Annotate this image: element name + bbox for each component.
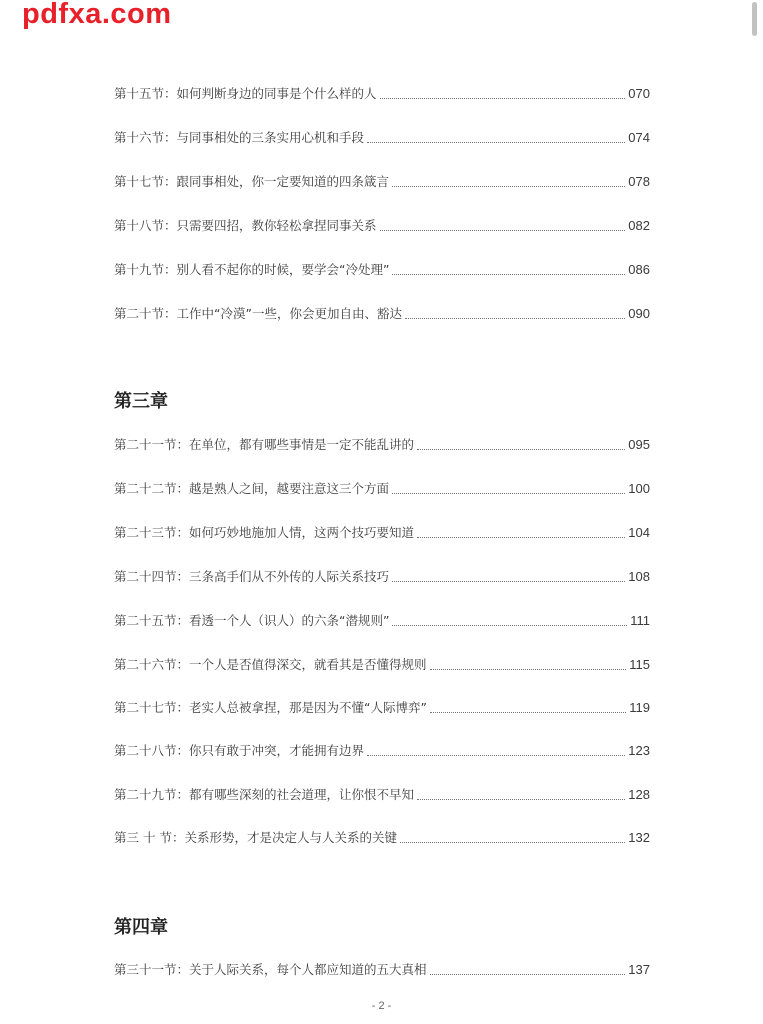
toc-entry[interactable]: 第十五节 ： 如何判断身边的同事是个什么样的人 070 bbox=[114, 84, 650, 104]
section-title: 你只有敢于冲突，才能拥有边界 bbox=[189, 743, 365, 758]
toc-entry[interactable]: 第二十二节 ： 越是熟人之间，越要注意这三个方面 100 bbox=[114, 479, 650, 499]
page-ref: 128 bbox=[628, 787, 650, 802]
toc-entry[interactable]: 第十六节 ： 与同事相处的三条实用心机和手段 074 bbox=[114, 128, 650, 148]
toc-entry[interactable]: 第十九节 ： 别人看不起你的时候，要学会“冷处理” 086 bbox=[114, 260, 650, 280]
dot-leader bbox=[417, 448, 625, 450]
toc-entry[interactable]: 第三 十 节 ： 关系形势，才是决定人与人关系的关键 132 bbox=[114, 828, 650, 848]
section-number: 第二十五节 bbox=[114, 613, 177, 628]
dot-leader bbox=[417, 798, 625, 800]
section-title: 与同事相处的三条实用心机和手段 bbox=[176, 130, 365, 145]
section-number: 第三 十 节 bbox=[114, 830, 172, 845]
toc-entry[interactable]: 第三十一节 ： 关于人际关系，每个人都应知道的五大真相 137 bbox=[114, 960, 650, 980]
section-number: 第二十九节 bbox=[114, 787, 177, 802]
dot-leader bbox=[405, 317, 625, 319]
page-ref: 137 bbox=[628, 962, 650, 977]
section-number: 第十八节 bbox=[114, 218, 165, 233]
section-number: 第三十一节 bbox=[114, 962, 177, 977]
dot-leader bbox=[367, 141, 625, 143]
toc-entry[interactable]: 第二十六节 ： 一个人是否值得深交，就看其是否懂得规则 115 bbox=[114, 655, 650, 675]
section-title: 关于人际关系，每个人都应知道的五大真相 bbox=[189, 962, 427, 977]
dot-leader bbox=[430, 668, 627, 670]
toc-entry[interactable]: 第二十四节 ： 三条高手们从不外传的人际关系技巧 108 bbox=[114, 567, 650, 587]
toc-entry[interactable]: 第二十八节 ： 你只有敢于冲突，才能拥有边界 123 bbox=[114, 741, 650, 761]
dot-leader bbox=[417, 536, 625, 538]
section-title: 工作中“冷漠”一些，你会更加自由、豁达 bbox=[176, 306, 402, 321]
dot-leader bbox=[367, 754, 625, 756]
dot-leader bbox=[430, 973, 626, 975]
toc-entry[interactable]: 第二十九节 ： 都有哪些深刻的社会道理，让你恨不早知 128 bbox=[114, 785, 650, 805]
toc-entry[interactable]: 第十七节 ： 跟同事相处，你一定要知道的四条箴言 078 bbox=[114, 172, 650, 192]
dot-leader bbox=[392, 624, 627, 626]
section-number: 第二十七节 bbox=[114, 700, 177, 715]
page-ref: 108 bbox=[628, 569, 650, 584]
section-title: 如何判断身边的同事是个什么样的人 bbox=[176, 86, 377, 101]
toc-entry[interactable]: 第二十三节 ： 如何巧妙地施加人情，这两个技巧要知道 104 bbox=[114, 523, 650, 543]
page-ref: 132 bbox=[628, 830, 650, 845]
section-number: 第二十八节 bbox=[114, 743, 177, 758]
toc-entry[interactable]: 第十八节 ： 只需要四招，教你轻松拿捏同事关系 082 bbox=[114, 216, 650, 236]
section-title: 只需要四招，教你轻松拿捏同事关系 bbox=[176, 218, 377, 233]
page-ref: 123 bbox=[628, 743, 650, 758]
section-number: 第十六节 bbox=[114, 130, 165, 145]
toc-entry[interactable]: 第二十七节 ： 老实人总被拿捏，那是因为不懂“人际博弈” 119 bbox=[114, 698, 650, 718]
dot-leader bbox=[380, 97, 626, 99]
section-title: 别人看不起你的时候，要学会“冷处理” bbox=[176, 262, 390, 277]
section-title: 一个人是否值得深交，就看其是否懂得规则 bbox=[189, 657, 427, 672]
dot-leader bbox=[400, 841, 625, 843]
section-number: 第二十二节 bbox=[114, 481, 177, 496]
section-title: 跟同事相处，你一定要知道的四条箴言 bbox=[176, 174, 390, 189]
toc-entry[interactable]: 第二十节 ： 工作中“冷漠”一些，你会更加自由、豁达 090 bbox=[114, 304, 650, 324]
toc-entry[interactable]: 第二十五节 ： 看透一个人（识人）的六条“潜规则” 111 bbox=[114, 611, 650, 631]
section-number: 第十五节 bbox=[114, 86, 165, 101]
section-number: 第二十一节 bbox=[114, 437, 177, 452]
page-ref: 115 bbox=[629, 657, 650, 672]
section-number: 第二十三节 bbox=[114, 525, 177, 540]
chapter-heading: 第四章 bbox=[114, 917, 168, 938]
section-number: 第十七节 bbox=[114, 174, 165, 189]
page-ref: 082 bbox=[628, 218, 650, 233]
page-ref: 086 bbox=[628, 262, 650, 277]
page-ref: 090 bbox=[628, 306, 650, 321]
page-ref: 074 bbox=[628, 130, 650, 145]
dot-leader bbox=[392, 492, 625, 494]
scrollbar-thumb[interactable] bbox=[752, 2, 757, 36]
dot-leader bbox=[380, 229, 626, 231]
page-ref: 095 bbox=[628, 437, 650, 452]
section-title: 都有哪些深刻的社会道理，让你恨不早知 bbox=[189, 787, 415, 802]
section-title: 在单位，都有哪些事情是一定不能乱讲的 bbox=[189, 437, 415, 452]
section-number: 第十九节 bbox=[114, 262, 165, 277]
section-number: 第二十节 bbox=[114, 306, 165, 321]
section-number: 第二十四节 bbox=[114, 569, 177, 584]
dot-leader bbox=[392, 580, 625, 582]
page-ref: 070 bbox=[628, 86, 650, 101]
page-ref: 111 bbox=[630, 613, 650, 628]
section-title: 三条高手们从不外传的人际关系技巧 bbox=[189, 569, 390, 584]
dot-leader bbox=[430, 711, 626, 713]
section-number: 第二十六节 bbox=[114, 657, 177, 672]
toc-entry[interactable]: 第二十一节 ： 在单位，都有哪些事情是一定不能乱讲的 095 bbox=[114, 435, 650, 455]
page-number: - 2 - bbox=[371, 1000, 392, 1012]
page-ref: 100 bbox=[628, 481, 650, 496]
section-title: 老实人总被拿捏，那是因为不懂“人际博弈” bbox=[189, 700, 427, 715]
page-ref: 078 bbox=[628, 174, 650, 189]
page-ref: 104 bbox=[628, 525, 650, 540]
section-title: 越是熟人之间，越要注意这三个方面 bbox=[189, 481, 390, 496]
section-title: 看透一个人（识人）的六条“潜规则” bbox=[189, 613, 390, 628]
dot-leader bbox=[392, 185, 625, 187]
section-title: 如何巧妙地施加人情，这两个技巧要知道 bbox=[189, 525, 415, 540]
section-title: 关系形势，才是决定人与人关系的关键 bbox=[184, 830, 397, 845]
watermark-logo: pdfxa.com bbox=[22, 0, 172, 30]
page-ref: 119 bbox=[629, 700, 650, 715]
chapter-heading: 第三章 bbox=[114, 391, 168, 412]
dot-leader bbox=[392, 273, 625, 275]
